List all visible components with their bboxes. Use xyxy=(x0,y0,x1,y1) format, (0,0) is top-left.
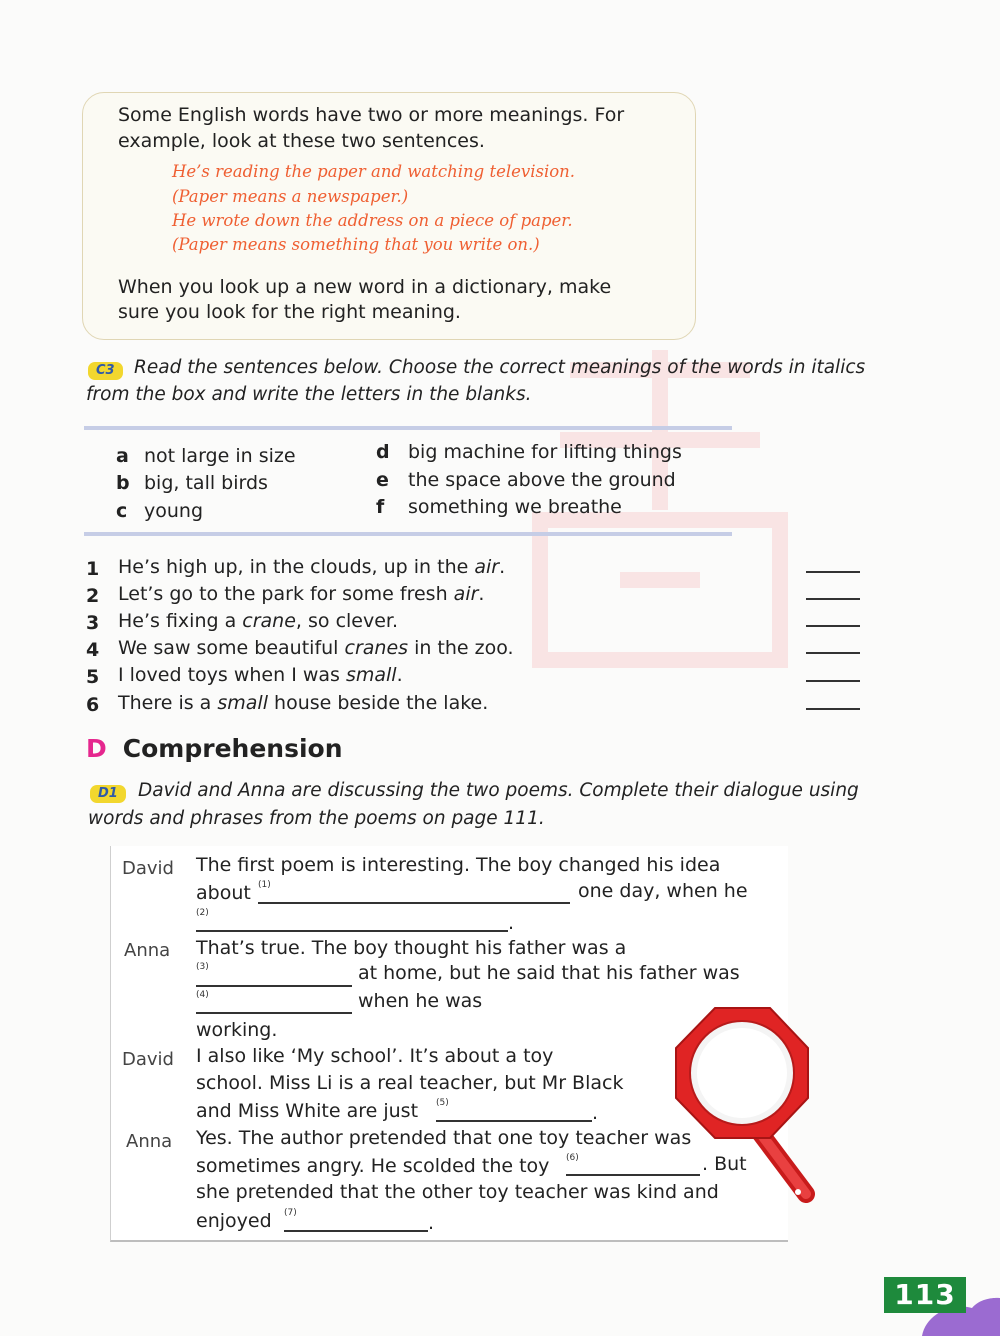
answer-blank-1[interactable] xyxy=(806,571,860,573)
option-letter: c xyxy=(116,500,128,522)
dialogue-line: sometimes angry. He scolded the toy xyxy=(196,1155,550,1177)
blank-number: (2) xyxy=(196,908,209,918)
page-number: 113 xyxy=(884,1277,966,1313)
dialogue-line: and Miss White are just xyxy=(196,1100,419,1122)
option-letter: d xyxy=(376,441,390,463)
option-text: big machine for lifting things xyxy=(408,441,682,463)
dialogue-blank-2[interactable] xyxy=(196,930,508,932)
answer-blank-5[interactable] xyxy=(806,680,860,682)
speaker-label: Anna xyxy=(126,1131,173,1152)
sentence: There is a small house beside the lake. xyxy=(118,692,489,714)
dialogue-blank-4[interactable] xyxy=(196,1012,352,1014)
sentence: He’s fixing a crane, so clever. xyxy=(118,610,399,632)
dialogue-line: about xyxy=(196,882,251,904)
dialogue-line: enjoyed xyxy=(196,1210,272,1232)
blank-number: (7) xyxy=(284,1208,297,1218)
option-text: not large in size xyxy=(144,445,296,467)
dialogue-line: . xyxy=(428,1212,435,1234)
intro-line-1: Some English words have two or more meanings. For xyxy=(118,104,625,126)
c3-instruction-2: from the box and write the letters in the blanks. xyxy=(86,384,532,405)
sentence-number: 1 xyxy=(86,558,100,580)
dialogue-line: . But xyxy=(702,1153,747,1175)
answer-blank-2[interactable] xyxy=(806,598,860,600)
blank-number: (5) xyxy=(436,1098,449,1108)
dialogue-blank-7[interactable] xyxy=(284,1230,428,1232)
speaker-label: David xyxy=(122,1049,174,1070)
option-letter: e xyxy=(376,469,389,491)
answer-blank-3[interactable] xyxy=(806,625,860,627)
example-line-2: (Paper means a newspaper.) xyxy=(172,187,409,206)
intro-line-2: example, look at these two sentences. xyxy=(118,130,485,152)
sentence: He’s high up, in the clouds, up in the air. xyxy=(118,556,506,578)
dialogue-line: one day, when he xyxy=(578,880,748,902)
c3-badge: C3 xyxy=(88,362,123,380)
options-top-rule xyxy=(84,426,732,430)
speaker-label: David xyxy=(122,858,174,879)
dialogue-line: Yes. The author pretended that one toy teacher was xyxy=(196,1127,692,1149)
d1-badge: D1 xyxy=(90,785,126,803)
option-text: big, tall birds xyxy=(144,472,268,494)
d1-instruction-1: David and Anna are discussing the two poems. Complete their dialogue using xyxy=(138,780,859,801)
dialogue-line: she pretended that the other toy teacher was kind and xyxy=(196,1181,719,1203)
dialogue-line: working. xyxy=(196,1019,278,1041)
section-d-heading: D Comprehension xyxy=(86,734,343,763)
blank-number: (3) xyxy=(196,962,209,972)
dialogue-line: That’s true. The boy thought his father was a xyxy=(196,937,627,959)
dialogue-line: The first poem is interesting. The boy changed his idea xyxy=(196,854,721,876)
dialogue-line: school. Miss Li is a real teacher, but Mr Black xyxy=(196,1072,624,1094)
speaker-label: Anna xyxy=(124,940,171,961)
d1-instruction-2: words and phrases from the poems on page 111. xyxy=(88,808,545,829)
sentence: Let’s go to the park for some fresh air. xyxy=(118,583,485,605)
magnifying-glass-icon xyxy=(670,1002,820,1208)
sentence: I loved toys when I was small. xyxy=(118,664,403,686)
option-text: something we breathe xyxy=(408,496,622,518)
dialogue-blank-5[interactable] xyxy=(436,1120,592,1122)
dialogue-line: I also like ‘My school’. It’s about a toy xyxy=(196,1045,554,1067)
outro-line-1: When you look up a new word in a dictionary, make xyxy=(118,276,612,298)
outro-line-2: sure you look for the right meaning. xyxy=(118,301,461,323)
answer-blank-4[interactable] xyxy=(806,652,860,654)
option-text: the space above the ground xyxy=(408,469,676,491)
sentence: We saw some beautiful cranes in the zoo. xyxy=(118,637,514,659)
dialogue-blank-3[interactable] xyxy=(196,985,352,987)
option-letter: a xyxy=(116,445,129,467)
option-text: young xyxy=(144,500,204,522)
dialogue-line: when he was xyxy=(358,990,483,1012)
sentence-number: 2 xyxy=(86,585,100,607)
watermark-graphic xyxy=(500,330,820,710)
example-line-1: He’s reading the paper and watching television. xyxy=(172,162,576,181)
options-bottom-rule xyxy=(84,532,732,536)
example-line-4: (Paper means something that you write on.) xyxy=(172,235,540,254)
blank-number: (4) xyxy=(196,990,209,1000)
sentence-number: 4 xyxy=(86,639,100,661)
dialogue-line: . xyxy=(592,1102,599,1124)
sentence-number: 6 xyxy=(86,694,100,716)
option-letter: b xyxy=(116,472,130,494)
blank-number: (1) xyxy=(258,880,271,890)
example-line-3: He wrote down the address on a piece of paper. xyxy=(172,211,573,230)
dialogue-line: at home, but he said that his father was xyxy=(358,962,740,984)
c3-instruction-1: Read the sentences below. Choose the correct meanings of the words in italics xyxy=(134,357,866,378)
sentence-number: 5 xyxy=(86,666,100,688)
dialogue-line: . xyxy=(508,912,515,934)
answer-blank-6[interactable] xyxy=(806,708,860,710)
blank-number: (6) xyxy=(566,1153,579,1163)
sentence-number: 3 xyxy=(86,612,100,634)
dialogue-blank-1[interactable] xyxy=(258,902,570,904)
option-letter: f xyxy=(376,496,385,518)
